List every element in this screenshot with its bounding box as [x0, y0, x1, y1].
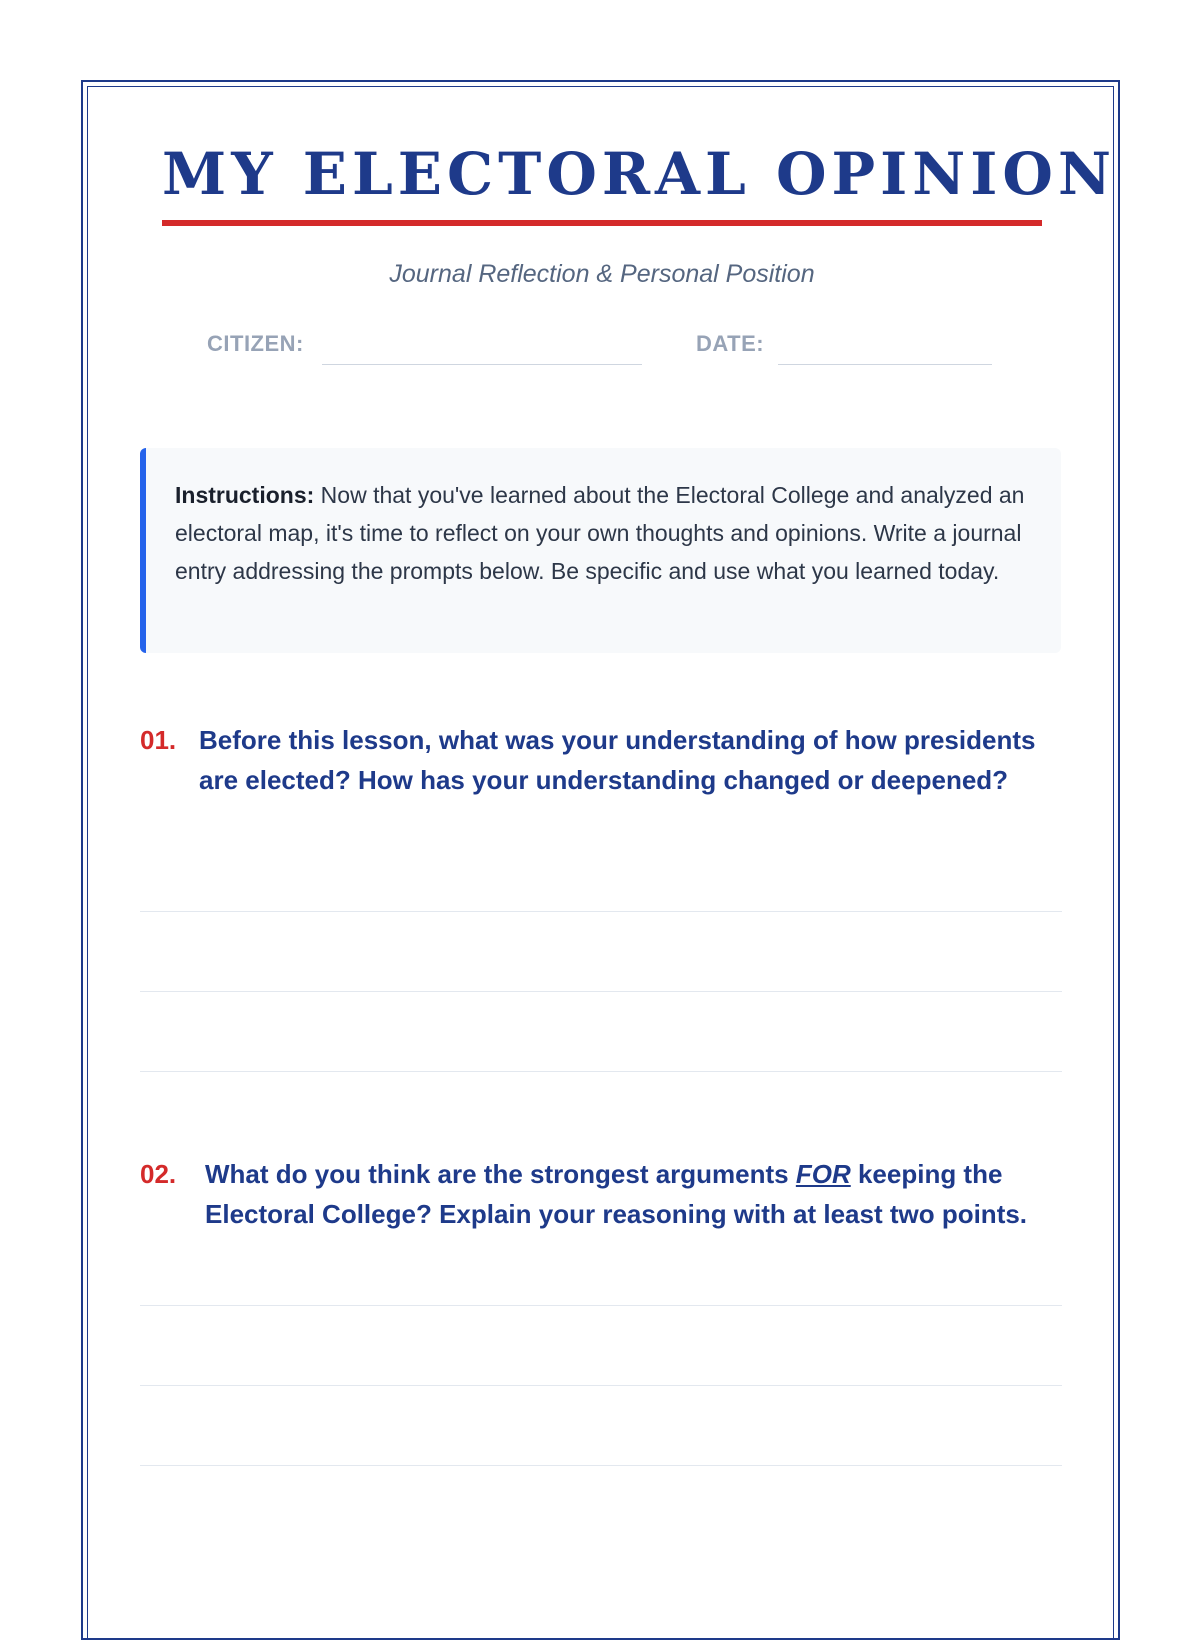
citizen-name-field[interactable] [322, 364, 642, 365]
question-1-text: Before this lesson, what was your understanding of how presidents are elected? How has your understanding changed or deepened? [199, 725, 1036, 795]
answer-line-2-1[interactable] [140, 1305, 1062, 1306]
answer-line-1-3[interactable] [140, 1071, 1062, 1072]
answer-line-1-1[interactable] [140, 911, 1062, 912]
question-1-number: 01. [140, 725, 177, 755]
citizen-label: CITIZEN: [207, 331, 304, 356]
instructions-text: Now that you've learned about the Electoral College and analyzed an electoral map, it's time to reflect on your own thoughts and opinions. Write a journal entry addressing the prompts below. Be specific and use what you learned today. [175, 482, 1025, 584]
page-border [81, 80, 1120, 1640]
instructions-label: Instructions: [175, 482, 315, 508]
date-label: DATE: [696, 331, 765, 356]
page-border-inner [87, 86, 1114, 1638]
title-underline [162, 220, 1042, 226]
answer-line-1-2[interactable] [140, 991, 1062, 992]
question-2-emphasis: FOR [795, 1159, 851, 1189]
answer-line-2-2[interactable] [140, 1385, 1062, 1386]
title-block [162, 140, 1116, 208]
question-2-text [205, 1154, 1075, 1234]
page-title: MY ELECTORAL OPINION [162, 140, 1116, 208]
date-field[interactable] [778, 364, 992, 365]
question-2-text-start: What do you think are the strongest arguments [205, 1159, 796, 1189]
page-subtitle: Journal Reflection & Personal Position [389, 260, 815, 288]
instructions-box [140, 448, 1061, 653]
answer-line-2-3[interactable] [140, 1465, 1062, 1466]
question-2-text-end: keeping the Electoral College? Explain your reasoning with at least two points. [205, 1159, 1028, 1229]
question-2-number: 02. [140, 1159, 177, 1189]
